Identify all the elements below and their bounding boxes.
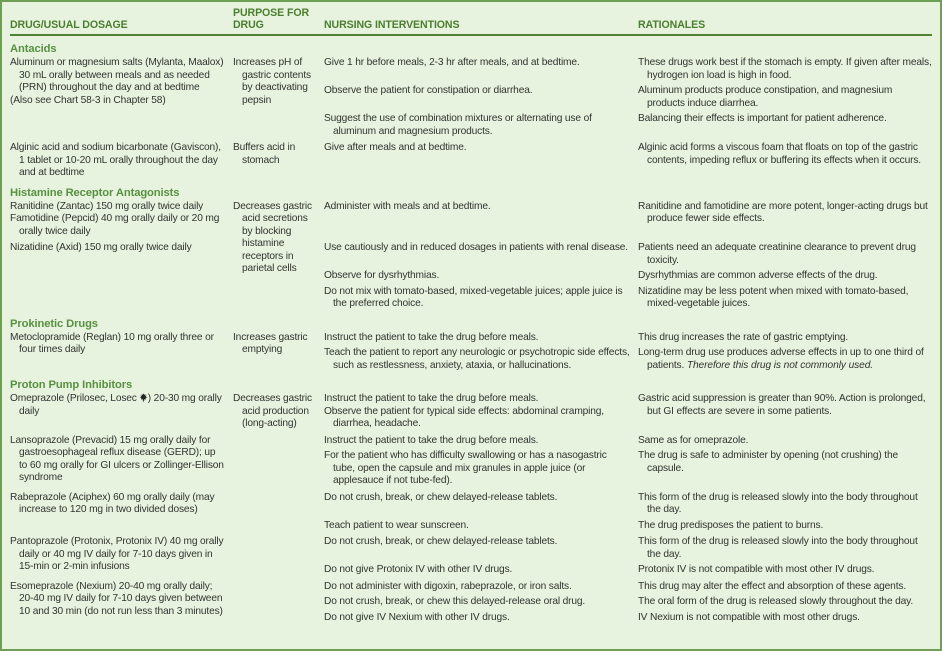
drug-row <box>10 393 932 431</box>
rationale-cell <box>638 536 932 561</box>
drug-row <box>10 57 932 138</box>
nursing-intervention-cell <box>324 450 630 488</box>
intervention-text-segment: Give 1 hr before meals, 2-3 hr after meals, and at bedtime. <box>324 57 580 68</box>
rationale-text <box>638 450 932 475</box>
intervention-text <box>324 596 630 609</box>
interventions-rationales-group <box>324 536 932 577</box>
nursing-intervention-cell <box>324 57 630 82</box>
nursing-intervention-cell <box>324 142 630 167</box>
intervention-text-segment: Observe the patient for typical side effects: abdominal cramping, diarrhea, headache. <box>324 405 604 429</box>
nursing-intervention-cell <box>324 492 630 517</box>
intervention-text-segment: Do not administer with digoxin, rabeprazole, or iron salts. <box>324 580 572 592</box>
drug-dosage-cell <box>10 142 226 180</box>
rationale-text <box>638 581 932 594</box>
interventions-rationales-group <box>324 201 932 239</box>
intervention-text <box>324 201 630 214</box>
rationale-text-segment: Patients need an adequate creatinine clearance to prevent drug toxicity. <box>638 242 916 266</box>
drug-row <box>10 435 932 488</box>
rationale-text <box>638 242 932 267</box>
section-title: Prokinetic Drugs <box>10 317 98 330</box>
nursing-intervention-cell <box>324 596 630 609</box>
rationale-text <box>638 332 932 345</box>
drug-dosage-cell <box>10 201 226 239</box>
nursing-intervention-cell <box>324 113 630 138</box>
rationale-cell <box>638 612 932 625</box>
intervention-text <box>324 113 630 138</box>
intervention-text <box>324 520 630 533</box>
drug-dosage-text <box>10 435 226 485</box>
column-header-group <box>324 19 932 31</box>
section-title: Proton Pump Inhibitors <box>10 379 133 391</box>
drug-dosage-cell <box>10 581 226 625</box>
rationale-text-segment: This form of the drug is released slowly into the body throughout the day. <box>638 491 918 515</box>
column-header-rationales: RATIONALES <box>638 19 706 31</box>
purpose-text-segment: Buffers acid in stomach <box>233 142 296 166</box>
interventions-rationales-group <box>324 393 932 431</box>
drug-dosage-cell <box>10 492 226 533</box>
intervention-text-segment: Use cautiously and in reduced dosages in patients with renal disease. <box>324 242 628 253</box>
purpose-content <box>233 142 317 167</box>
intervention-text-segment: Observe for dysrhythmias. <box>324 270 440 281</box>
drug-dosage-text-segment: Metoclopramide (Reglan) 10 mg orally three or four times daily <box>10 331 214 355</box>
column-header-purpose-for-drug: PURPOSE FOR DRUG <box>233 7 310 31</box>
section-antacids <box>10 42 932 180</box>
rationale-cell <box>638 435 932 448</box>
rationale-cell <box>638 113 932 138</box>
drug-dosage-text <box>10 142 226 180</box>
section-proton-pump-inhibitors <box>10 378 932 624</box>
drug-row <box>10 242 932 311</box>
section-histamine-receptor-antagonists <box>10 186 932 311</box>
intervention-text-segment: Suggest the use of combination mixtures or alternating use of aluminum and magnesium products. <box>324 113 592 137</box>
intervention-text-segment: Do not give Protonix IV with other IV drugs. <box>324 564 513 575</box>
intervention-text <box>324 435 630 448</box>
purpose-text <box>233 393 317 431</box>
drug-row <box>10 536 932 577</box>
rationale-text <box>638 270 932 283</box>
purpose-text-segment: Decreases gastric acid secretions by blocking histamine receptors in parietal cells <box>233 200 312 274</box>
purpose-cell <box>233 332 317 373</box>
drug-dosage-cell <box>10 536 226 577</box>
drug-dosage-text <box>10 201 226 214</box>
drug-row <box>10 332 932 373</box>
drug-dosage-text-segment: Esomeprazole (Nexium) 20-40 mg orally daily; 20-40 mg IV daily for 7-10 days given between 10 and 30 min (do not run less than 3 minutes) <box>10 580 223 617</box>
rationale-cell <box>638 57 932 82</box>
drug-dosage-text <box>10 332 226 357</box>
nursing-intervention-cell <box>324 612 630 625</box>
drug-dosage-text-segment: Aluminum or magnesium salts (Mylanta, Maalox) 30 mL orally between meals and as needed (PRN) throughout the day and at bedtime <box>10 57 224 93</box>
rationale-text <box>638 347 932 372</box>
purpose-cell <box>233 142 317 180</box>
section-title: Antacids <box>10 43 57 55</box>
drug-dosage-text-segment: Ranitidine (Zantac) 150 mg orally twice daily <box>10 200 204 212</box>
drug-dosage-text <box>10 492 226 517</box>
intervention-text-segment: Do not mix with tomato-based, mixed-vegetable juices; apple juice is the preferred choice. <box>324 285 623 309</box>
purpose-text-segment: Increases pH of gastric contents by deactivating pepsin <box>233 57 311 106</box>
intervention-text-segment: For the patient who has difficulty swallowing or has a nasogastric tube, open the capsule and mix granules in apple juice (or applesauce if not tube-fed). <box>324 450 607 486</box>
rationale-text-segment: Dysrhythmias are common adverse effects of the drug. <box>638 270 878 281</box>
rationale-text <box>638 612 932 625</box>
intervention-text <box>324 564 630 577</box>
drug-dosage-text-segment: Nizatidine (Axid) 150 mg orally twice daily <box>10 242 192 253</box>
intervention-text <box>324 492 630 505</box>
column-header-nursing-interventions: NURSING INTERVENTIONS <box>324 19 460 31</box>
drug-dosage-text-segment: Alginic acid and sodium bicarbonate (Gaviscon), 1 tablet or 10-20 mL orally throughout the day and at bedtime <box>10 142 221 178</box>
rationale-cell <box>638 85 932 110</box>
drug-dosage-text <box>10 581 226 619</box>
rationale-cell <box>638 450 932 488</box>
intervention-text-segment: Do not give IV Nexium with other IV drugs. <box>324 611 510 623</box>
rationale-text-segment: Nizatidine may be less potent when mixed with tomato-based, mixed-vegetable juices. <box>638 285 909 309</box>
intervention-text-segment: Teach the patient to report any neurologic or psychotropic side effects, such as restlessness, anxiety, ataxia, or hallucinations. <box>324 347 630 371</box>
table-body <box>10 42 932 624</box>
rationale-text <box>638 520 932 533</box>
rationale-text-segment: Balancing their effects is important for patient adherence. <box>638 113 887 124</box>
drug-dosage-text <box>10 95 226 108</box>
purpose-cell <box>233 200 317 274</box>
interventions-rationales-group <box>324 57 932 138</box>
drug-row <box>10 492 932 533</box>
rationale-text <box>638 113 932 126</box>
intervention-text-segment: Give after meals and at bedtime. <box>324 142 467 153</box>
maple-leaf-icon <box>137 393 148 404</box>
nursing-intervention-cell <box>324 435 630 448</box>
drug-dosage-text-segment: Pantoprazole (Protonix, Protonix IV) 40 mg orally daily or 40 mg IV daily for 7-10 days given in 15-min or 2-min infusions <box>10 536 224 572</box>
drug-dosage-text-segment: Famotidine (Pepcid) 40 mg orally daily or 20 mg orally twice daily <box>10 213 220 237</box>
rationale-text-segment: Gastric acid suppression is greater than 90%. Action is prolonged, but GI effects are severe in some patients. <box>638 393 926 417</box>
rationale-text-segment: Long-term drug use produces adverse effects in up to one third of patients. <box>638 347 924 371</box>
purpose-content <box>233 332 317 357</box>
rationale-text-segment: IV Nexium is not compatible with most other drugs. <box>638 611 860 623</box>
nursing-intervention-cell <box>324 201 630 226</box>
column-header-drug-usual-dosage: DRUG/USUAL DOSAGE <box>10 19 128 31</box>
rationale-text <box>638 142 932 167</box>
purpose-content <box>233 57 317 107</box>
rationale-cell <box>638 581 932 594</box>
rationale-cell <box>638 393 932 431</box>
drug-dosage-cell <box>10 242 226 311</box>
nursing-intervention-cell <box>324 393 630 431</box>
drug-dosage-text <box>10 213 226 238</box>
intervention-text <box>324 536 630 549</box>
rationale-text-segment: The drug is safe to administer by opening (not crushing) the capsule. <box>638 450 898 474</box>
purpose-cell <box>233 581 317 625</box>
purpose-cell <box>233 536 317 577</box>
intervention-text-segment: Do not crush, break, or chew delayed-release tablets. <box>324 536 558 547</box>
drug-dosage-text <box>10 393 226 418</box>
nursing-intervention-cell <box>324 564 630 577</box>
purpose-cell <box>233 492 317 533</box>
rationale-text-segment: These drugs work best if the stomach is empty. If given after meals, hydrogen ion load is high in food. <box>638 57 932 81</box>
rationale-cell <box>638 596 932 609</box>
rationale-text <box>638 85 932 110</box>
intervention-text <box>324 332 630 345</box>
rationale-text <box>638 596 932 609</box>
nursing-intervention-cell <box>324 242 630 267</box>
rationale-text <box>638 435 932 448</box>
rationale-text-segment: This drug increases the rate of gastric emptying. <box>638 331 849 343</box>
intervention-text-segment: Teach patient to wear sunscreen. <box>324 519 469 531</box>
rationale-text <box>638 57 932 82</box>
drug-dosage-text <box>10 536 226 574</box>
intervention-text-segment: Administer with meals and at bedtime. <box>324 200 491 212</box>
drug-dosage-text <box>10 242 226 255</box>
intervention-text <box>324 57 630 70</box>
interventions-rationales-group <box>324 142 932 180</box>
nursing-intervention-cell <box>324 85 630 110</box>
rationale-cell <box>638 286 932 311</box>
intervention-text-segment: Do not crush, break, or chew delayed-release tablets. <box>324 491 558 503</box>
drug-dosage-cell <box>10 57 226 138</box>
interventions-rationales-group <box>324 242 932 311</box>
purpose-text <box>233 57 317 107</box>
drug-dosage-text-segment: ) 20-30 mg orally daily <box>19 393 222 417</box>
rationale-text-segment: This form of the drug is released slowly into the body throughout the day. <box>638 536 918 560</box>
intervention-text-segment: Instruct the patient to take the drug before meals. <box>324 434 539 446</box>
intervention-text <box>324 142 630 155</box>
rationale-text <box>638 536 932 561</box>
rationale-text-segment: Ranitidine and famotidine are more potent, longer-acting drugs but produce fewer side effects. <box>638 200 928 224</box>
purpose-content <box>233 393 317 431</box>
interventions-rationales-group <box>324 492 932 533</box>
intervention-text <box>324 85 630 98</box>
rationale-text-segment: This drug may alter the effect and absorption of these agents. <box>638 580 907 592</box>
rationale-cell <box>638 347 932 372</box>
rationale-cell <box>638 564 932 577</box>
purpose-text-segment: Increases gastric emptying <box>233 331 308 355</box>
intervention-text-segment: Instruct the patient to take the drug before meals. <box>324 331 539 343</box>
rationale-text <box>638 564 932 577</box>
drug-dosage-text <box>10 57 226 95</box>
nursing-intervention-cell <box>324 347 630 372</box>
purpose-cell <box>233 57 317 138</box>
drug-dosage-text-segment: Rabeprazole (Aciphex) 60 mg orally daily (may increase to 120 mg in two divided doses) <box>10 491 215 515</box>
interventions-rationales-group <box>324 332 932 373</box>
drug-dosage-cell <box>10 435 226 488</box>
purpose-cell <box>233 393 317 431</box>
interventions-rationales-group <box>324 435 932 488</box>
intervention-text-segment: Do not crush, break, or chew this delayed-release oral drug. <box>324 596 586 607</box>
intervention-text-segment: Observe the patient for constipation or diarrhea. <box>324 85 533 96</box>
drug-row <box>10 581 932 625</box>
intervention-text <box>324 393 630 406</box>
intervention-text <box>324 270 630 283</box>
intervention-text <box>324 581 630 594</box>
drug-dosage-text-segment: Omeprazole (Prilosec, Losec <box>10 393 137 404</box>
purpose-cell <box>233 242 317 311</box>
purpose-text-segment: Decreases gastric acid production (long-acting) <box>233 393 312 429</box>
drug-dosage-text-segment: Lansoprazole (Prevacid) 15 mg orally daily for gastroesophageal reflux disease (GERD); up to 60 mg orally for GI ulcers or Zollinger-Ellison syndrome <box>10 434 224 483</box>
interventions-rationales-group <box>324 581 932 625</box>
rationale-text-segment: Protonix IV is not compatible with most other IV drugs. <box>638 564 875 575</box>
rationale-cell <box>638 242 932 267</box>
section-prokinetic-drugs <box>10 317 932 373</box>
nursing-intervention-cell <box>324 536 630 561</box>
nursing-intervention-cell <box>324 286 630 311</box>
nursing-intervention-cell <box>324 270 630 283</box>
drug-dosage-cell <box>10 332 226 373</box>
rationale-text <box>638 492 932 517</box>
rationale-cell <box>638 142 932 167</box>
rationale-text-segment: Same as for omeprazole. <box>638 434 749 446</box>
purpose-text <box>233 332 317 357</box>
rationale-cell <box>638 520 932 533</box>
rationale-text-segment: Aluminum products produce constipation, and magnesium products induce diarrhea. <box>638 85 893 109</box>
intervention-text <box>324 450 630 488</box>
intervention-text <box>324 286 630 311</box>
drug-dosage-text-segment: (Also see Chart 58-3 in Chapter 58) <box>10 94 166 106</box>
drug-row <box>10 142 932 180</box>
rationale-text-italic: Therefore this drug is not commonly used. <box>686 359 873 371</box>
rationale-cell <box>638 201 932 226</box>
purpose-cell <box>233 435 317 488</box>
drug-dosage-cell <box>10 393 226 431</box>
intervention-text <box>324 347 630 372</box>
nursing-intervention-cell <box>324 332 630 345</box>
rationale-text-segment: The drug predisposes the patient to burns. <box>638 519 824 531</box>
intervention-text <box>324 242 630 255</box>
nursing-intervention-cell <box>324 581 630 594</box>
intervention-text-segment: Instruct the patient to take the drug before meals. <box>324 393 539 404</box>
intervention-text <box>324 612 630 625</box>
table-header-row <box>10 7 932 36</box>
nursing-intervention-cell <box>324 520 630 533</box>
rationale-cell <box>638 332 932 345</box>
purpose-text <box>233 142 317 167</box>
rationale-cell <box>638 270 932 283</box>
intervention-text <box>324 406 630 431</box>
rationale-text <box>638 393 932 418</box>
rationale-text <box>638 201 932 226</box>
section-title: Histamine Receptor Antagonists <box>10 186 180 199</box>
rationale-text <box>638 286 932 311</box>
rationale-text-segment: Alginic acid forms a viscous foam that floats on top of the gastric contents, impeding reflux or buffering its effects when it occurs. <box>638 142 921 166</box>
rationale-text-segment: The oral form of the drug is released slowly throughout the day. <box>638 596 914 607</box>
rationale-cell <box>638 492 932 517</box>
